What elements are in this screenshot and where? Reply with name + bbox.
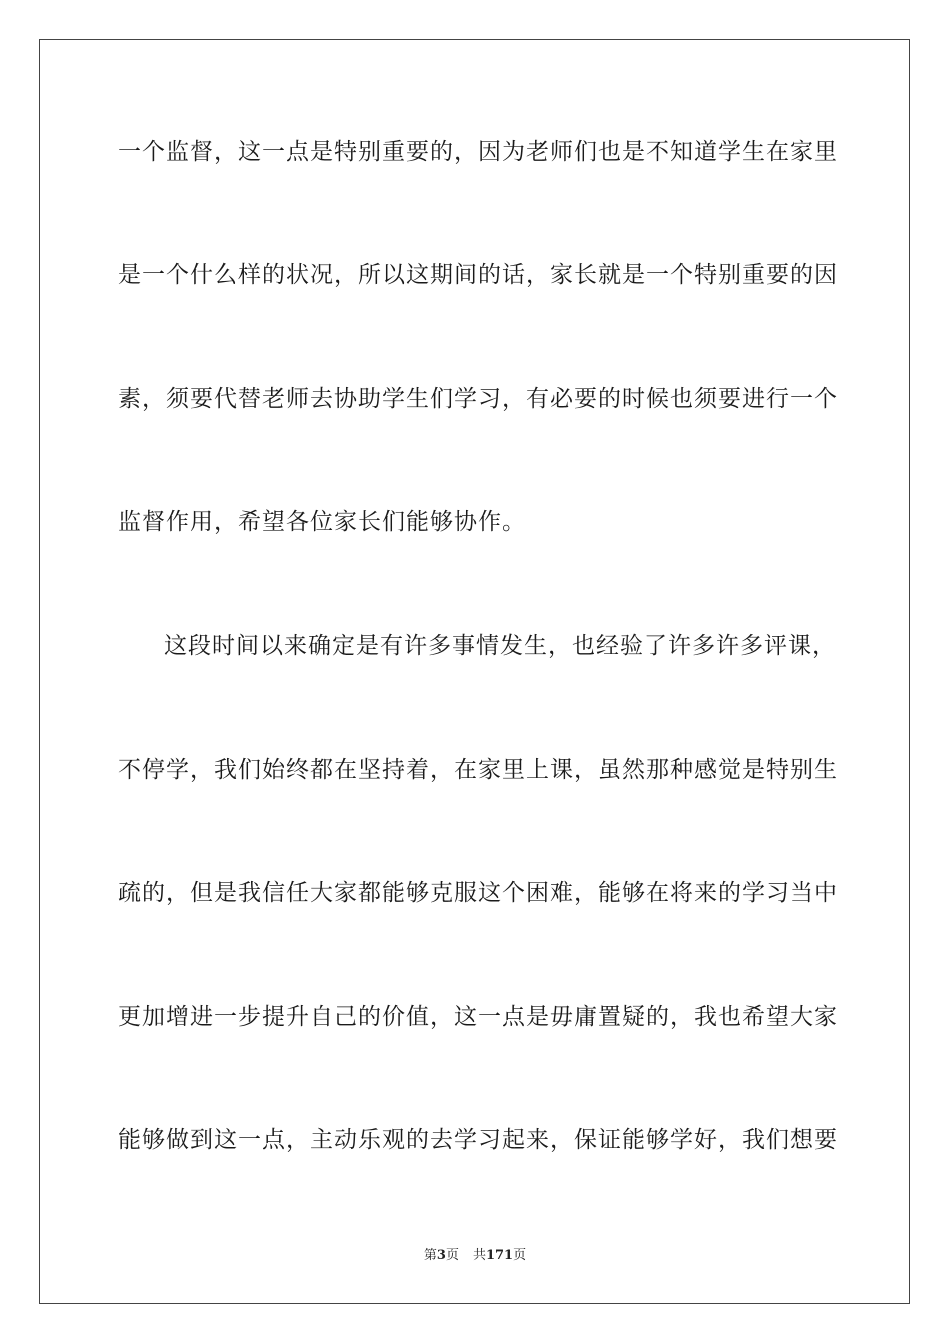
page-border — [39, 39, 910, 1304]
total-pages: 171 — [485, 1248, 514, 1263]
page-suffix: 页 — [445, 1248, 459, 1263]
body-line-9: 能够做到这一点，主动乐观的去学习起来，保证能够学好，我们想要 — [118, 1127, 838, 1153]
body-line-3: 素，须要代替老师去协助学生们学习，有必要的时候也须要进行一个 — [118, 386, 838, 412]
total-suffix: 页 — [513, 1248, 527, 1263]
body-line-2: 是一个什么样的状况，所以这期间的话，家长就是一个特别重要的因 — [118, 262, 838, 288]
page-prefix: 第 — [423, 1248, 437, 1263]
body-line-4: 监督作用，希望各位家长们能够协作。 — [118, 509, 526, 535]
page-footer — [0, 1247, 950, 1265]
body-line-8: 更加增进一步提升自己的价值，这一点是毋庸置疑的，我也希望大家 — [118, 1004, 838, 1030]
body-line-1: 一个监督，这一点是特别重要的，因为老师们也是不知道学生在家里 — [118, 139, 838, 165]
page-number: 3 — [436, 1248, 446, 1263]
body-line-6: 不停学，我们始终都在坚持着，在家里上课，虽然那种感觉是特别生 — [118, 757, 838, 783]
body-line-7: 疏的，但是我信任大家都能够克服这个困难，能够在将来的学习当中 — [118, 880, 838, 906]
total-prefix: 共 — [472, 1248, 486, 1263]
paragraph-start-line: 这段时间以来确定是有许多事情发生，也经验了许多许多评课， — [164, 633, 836, 659]
